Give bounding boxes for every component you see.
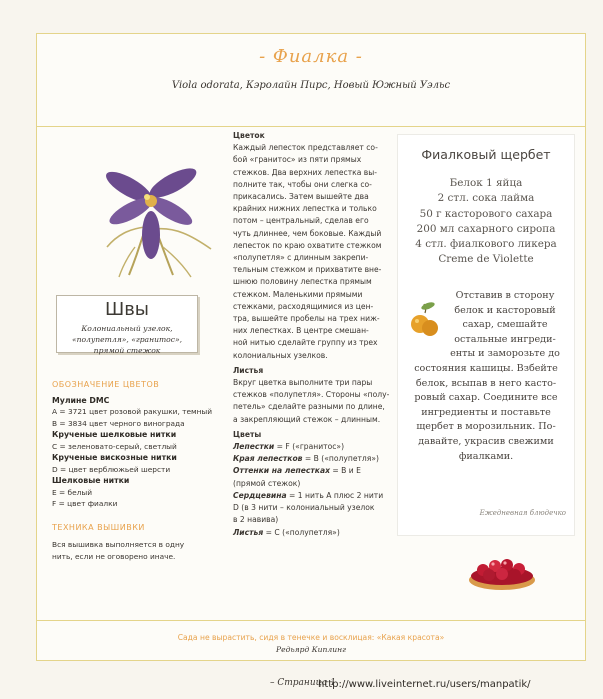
legend-title: ОБОЗНАЧЕНИЕ ЦВЕТОВ [52, 380, 160, 389]
mouline-b: B = 3834 цвет черного винограда [52, 418, 185, 428]
quote-section [37, 620, 585, 661]
quote-author: Редьярд Киплинг [276, 645, 346, 654]
method-line: давайте, украсив свежими [418, 435, 554, 447]
flower-text-line: полните так, чтобы они слегка со- [233, 179, 372, 189]
mouline-heading: Мулине DMC [52, 395, 110, 405]
ingredient-line: 50 г касторового сахара [419, 207, 553, 220]
flower-text-line: лепесток по краю охватите стежком [233, 240, 382, 250]
leaves-text-line: Вкруг цветка выполните три пары [233, 378, 373, 388]
method-line: состояния кашицы. Взбейте [414, 362, 558, 374]
core-row [233, 490, 401, 502]
technique-title: ТЕХНИКА ВЫШИВКИ [52, 522, 145, 532]
shades-row [233, 465, 401, 477]
recipe-title: Фиалковый щербет [421, 147, 551, 162]
flower-text-line: бой «гранитос» из пяти прямых [233, 155, 362, 165]
quote-text: Сада не вырастить, сидя в тенечке и восклицая: «Какая красота» [177, 633, 445, 642]
flower-text-line: стежков. Два верхних лепестка вы- [233, 167, 378, 177]
ingredient-line: 2 стл. сока лайма [437, 192, 535, 205]
flower-text-line: потом – центральный, сделав его [233, 216, 369, 226]
leaves-text-line: а закрепляющий стежок – длинным. [233, 414, 381, 424]
shades-label: Оттенки на лепестках [233, 466, 330, 476]
flower-text-line: чуть длиннее, чем боковые. Каждый [233, 228, 382, 238]
method-line: енты и заморозьте до [450, 348, 560, 360]
flower-heading: Цветок [233, 131, 265, 140]
method-line: ровый сахар. Соедините все [414, 392, 558, 404]
mouline-a: A = 3721 цвет розовой ракушки, темный [52, 407, 213, 416]
stitches-title: Швы [104, 299, 150, 320]
flower-text [233, 142, 401, 362]
flower-text-line: ной нитью сделайте группу из трех [233, 338, 378, 348]
petals-label: Лепестки [233, 442, 275, 452]
silk-c: C = зеленовато-серый, светлый [52, 441, 177, 451]
stitches-desc: Колониальный узелок, «полупетля», «гранитос», прямой стежок [71, 324, 183, 355]
recipe-panel [397, 134, 575, 536]
method-line: белок, всыпав в него касто- [415, 377, 557, 389]
silk2-f: F = цвет фиалки [52, 499, 118, 508]
edges-value: = B («полупетля») [302, 454, 379, 464]
stitches-box [56, 295, 198, 353]
page-frame [36, 33, 586, 661]
page-number: – Страница 1 [270, 678, 336, 688]
flower-text-line: крайних нижних лепестка и только [233, 204, 377, 214]
source-url[interactable]: http://www.liveinternet.ru/users/manpatik/ [318, 679, 531, 690]
silk2-e: E = белый [52, 487, 93, 497]
flower-text-line: них лепестках. В центре смешан- [233, 326, 369, 336]
legend-column [52, 374, 232, 562]
edges-label: Края лепестков [233, 454, 303, 464]
leaves-row [233, 527, 401, 539]
berry-tart-illustration [467, 544, 537, 592]
violet-embroidery-illustration [99, 137, 219, 282]
shades-value-2: (прямой стежок) [233, 478, 301, 488]
core-value-3: в 2 навива) [233, 515, 279, 525]
flower-text-line: тра, вышейте пробелы на трех ниж- [233, 314, 380, 324]
petals-row [233, 441, 401, 453]
method-line: фиалками. [458, 450, 514, 462]
page-title: - Фиалка - [259, 46, 363, 67]
title-banner [37, 34, 585, 127]
flower-text-line: стежком. Маленькими прямыми [233, 289, 363, 299]
shades-value: = B и E [329, 466, 361, 476]
ingredient-line: 200 мл сахарного сиропа [416, 222, 556, 235]
ingredient-line: 4 стл. фиалкового ликера [415, 238, 557, 251]
recipe-ingredients [398, 176, 574, 268]
flower-text-line: стежками, расходящимися из цен- [233, 301, 374, 311]
method-line: щербет в морозильник. По- [416, 421, 556, 433]
method-line: остальные ингреди- [454, 333, 556, 345]
ingredient-line: Creme de Violette [438, 253, 534, 266]
colors-heading: Цветы [233, 429, 262, 439]
edges-row [233, 453, 401, 465]
ingredient-line: Белок 1 яйца [449, 177, 523, 189]
method-line: белок и касторовый [454, 304, 556, 316]
leaves-value: = C («полупетля») [263, 527, 340, 537]
leaves-text [233, 377, 401, 426]
flower-text-line: Каждый лепесток представляет со- [233, 143, 378, 153]
flower-text-line: «полупетля» с длинным закрепи- [233, 253, 369, 263]
core-row-2 [233, 502, 401, 514]
method-line: Отставив в сторону [455, 290, 555, 301]
technique-text-2: нить, если не оговорено иначе. [52, 551, 176, 561]
leaves-heading: Листья [233, 365, 264, 375]
viscose-d: D = цвет верблюжьей шерсти [52, 464, 171, 474]
leaves-label: Листья [233, 527, 264, 537]
method-line: сахар, смешайте [462, 319, 548, 331]
technique-text-1: Вся вышивка выполняется в одну [52, 540, 185, 549]
flower-text-line: колониальных узелков. [233, 350, 328, 360]
instructions-column [233, 127, 401, 539]
petals-value: = F («гранитос») [274, 442, 345, 452]
core-value-2: D (в 3 нити – колониальный узелок [233, 503, 375, 513]
silk-heading: Крученые шелковые нитки [52, 430, 177, 439]
method-line: ингредиенты и поставьте [421, 406, 551, 418]
leaves-text-line: петель» сделайте разными по длине, [233, 402, 385, 412]
flower-text-line: тельным стежком и прихватите вне- [233, 265, 382, 275]
silk2-heading: Шелковые нитки [52, 476, 130, 485]
flower-text-line: шнюю половину лепестка прямым [233, 277, 372, 287]
recipe-method [398, 289, 574, 464]
core-value: = 1 нить A плюс 2 нити [286, 490, 384, 500]
leaves-text-line: стежков «полупетля». Стороны «полу- [233, 390, 390, 400]
page-subtitle: Viola odorata, Кэролайн Пирс, Новый Южный Уэльс [171, 80, 451, 91]
shades-row-2 [233, 478, 401, 490]
viscose-heading: Крученые вискозные нитки [52, 453, 177, 462]
core-row-3 [233, 514, 401, 526]
recipe-note: Ежедневная блюдечко [479, 509, 566, 517]
core-label: Сердцевина [233, 490, 287, 500]
flower-text-line: прикасались. Затем вышейте два [233, 192, 369, 202]
